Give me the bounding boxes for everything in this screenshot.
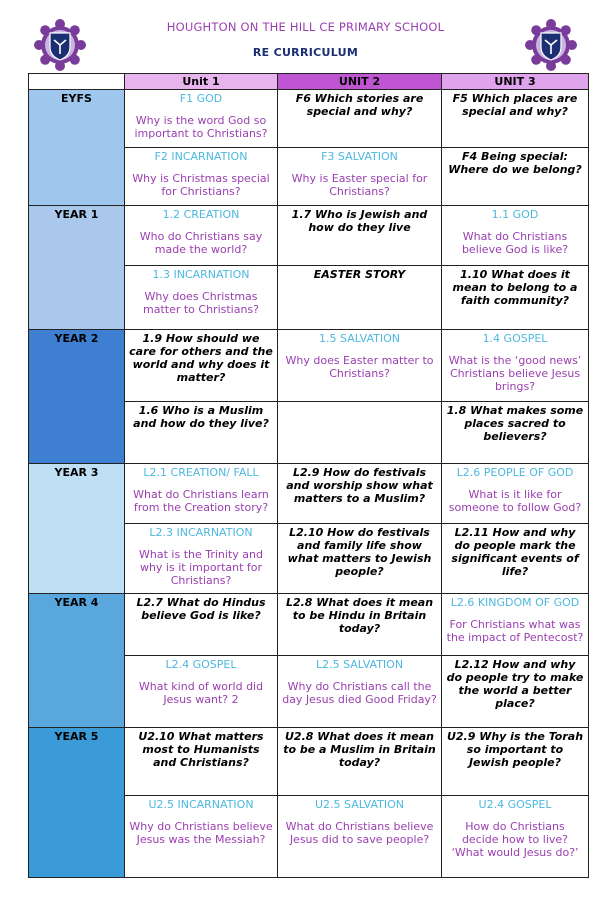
- unit-cell: [278, 594, 442, 656]
- header-unit-1: Unit 1: [125, 74, 278, 90]
- unit-question: Who do Christians say made the world?: [139, 230, 263, 256]
- unit-cell: [442, 524, 589, 594]
- unit-cell: [278, 266, 442, 330]
- table-row: [29, 594, 589, 656]
- unit-question: What is it like for someone to follow God?: [448, 488, 582, 514]
- unit-topic: L2.1 CREATION/ FALL: [143, 466, 259, 479]
- unit-topic: 1.1 GOD: [491, 208, 539, 221]
- year-label: YEAR 3: [29, 464, 125, 594]
- page-header: [0, 0, 611, 75]
- unit-cell: [125, 796, 278, 878]
- unit-question: What kind of world did Jesus want? 2: [138, 680, 264, 706]
- unit-topic: 1.4 GOSPEL: [482, 332, 548, 345]
- unit-cell: [125, 524, 278, 594]
- unit-cell: [442, 728, 589, 796]
- unit-enquiry: 1.7 Who is Jewish and how do they live: [291, 208, 428, 234]
- unit-cell: [125, 594, 278, 656]
- unit-topic: L2.6 PEOPLE OF GOD: [456, 466, 574, 479]
- year-label: YEAR 2: [29, 330, 125, 464]
- unit-enquiry: U2.10 What matters most to Humanists and Christians?: [138, 730, 264, 769]
- header-unit-3: UNIT 3: [442, 74, 589, 90]
- unit-topic: 1.5 SALVATION: [319, 332, 400, 345]
- table-header-row: [29, 74, 589, 90]
- unit-enquiry: F4 Being special: Where do we belong?: [448, 150, 582, 176]
- table-row: [29, 330, 589, 402]
- unit-cell: [125, 330, 278, 402]
- unit-question: What do Christians believe God is like?: [461, 230, 569, 256]
- unit-topic: U2.5 INCARNATION: [148, 798, 254, 811]
- year-label: EYFS: [29, 90, 125, 206]
- unit-enquiry: U2.8 What does it mean to be a Muslim in Britain today?: [283, 730, 436, 769]
- unit-cell: [278, 402, 442, 464]
- unit-question: Why does Christmas matter to Christians?: [142, 290, 260, 316]
- unit-topic: 1.3 INCARNATION: [152, 268, 250, 281]
- unit-cell: [442, 330, 589, 402]
- unit-enquiry: L2.7 What do Hindus believe God is like?: [136, 596, 266, 622]
- unit-cell: [442, 206, 589, 266]
- unit-question: Why is Christmas special for Christians?: [132, 172, 270, 198]
- year-label: YEAR 5: [29, 728, 125, 878]
- unit-cell: [442, 402, 589, 464]
- unit-question: What is the ‘good news’ Christians believe Jesus brings?: [448, 354, 582, 393]
- unit-enquiry: F6 Which stories are special and why?: [295, 92, 424, 118]
- unit-question: How do Christians decide how to live? ‘What would Jesus do?’: [451, 820, 579, 859]
- unit-enquiry: U2.9 Why is the Torah so important to Jewish people?: [446, 730, 584, 769]
- unit-enquiry: L2.11 How and why do people mark the significant events of life?: [451, 526, 579, 578]
- unit-cell: [125, 90, 278, 148]
- curriculum-table: [28, 73, 589, 878]
- unit-enquiry: L2.10 How do festivals and family life show what matters to Jewish people?: [287, 526, 432, 578]
- table-row: [29, 728, 589, 796]
- unit-cell: [278, 656, 442, 728]
- unit-cell: [125, 148, 278, 206]
- unit-question: What do Christians learn from the Creation story?: [133, 488, 269, 514]
- unit-topic: F2 INCARNATION: [154, 150, 248, 163]
- unit-cell: [442, 148, 589, 206]
- unit-topic: F1 GOD: [179, 92, 223, 105]
- unit-cell: [442, 796, 589, 878]
- header-unit-2: UNIT 2: [278, 74, 442, 90]
- unit-cell: [125, 402, 278, 464]
- table-row: [29, 206, 589, 266]
- school-name: HOUGHTON ON THE HILL CE PRIMARY SCHOOL: [166, 20, 445, 34]
- unit-cell: [125, 266, 278, 330]
- unit-cell: [125, 464, 278, 524]
- unit-question: For Christians what was the impact of Pentecost?: [446, 618, 584, 644]
- unit-question: Why do Christians believe Jesus was the Messiah?: [129, 820, 273, 846]
- unit-enquiry: L2.8 What does it mean to be Hindu in Britain today?: [285, 596, 434, 635]
- document-title: RE CURRICULUM: [252, 46, 359, 59]
- unit-topic: 1.2 CREATION: [162, 208, 240, 221]
- unit-cell: [278, 148, 442, 206]
- unit-cell: [278, 90, 442, 148]
- header-corner: [29, 74, 125, 90]
- unit-topic: U2.5 SALVATION: [314, 798, 404, 811]
- unit-cell: [125, 656, 278, 728]
- unit-enquiry: L2.9 How do festivals and worship show what matters to a Muslim?: [286, 466, 433, 505]
- unit-cell: [442, 464, 589, 524]
- year-label: YEAR 1: [29, 206, 125, 330]
- unit-cell: [442, 656, 589, 728]
- unit-cell: [442, 594, 589, 656]
- unit-enquiry: 1.10 What does it mean to belong to a faith community?: [452, 268, 578, 307]
- unit-question: Why is the word God so important to Christians?: [134, 114, 268, 140]
- unit-cell: [442, 90, 589, 148]
- unit-enquiry: L2.12 How and why do people try to make the world a better place?: [446, 658, 584, 710]
- unit-enquiry: 1.6 Who is a Muslim and how do they live?: [133, 404, 269, 430]
- unit-question: Why does Easter matter to Christians?: [285, 354, 434, 380]
- table-row: [29, 90, 589, 148]
- unit-cell: [278, 206, 442, 266]
- school-crest-icon: [524, 18, 578, 72]
- unit-topic: L2.4 GOSPEL: [165, 658, 237, 671]
- unit-cell: [278, 464, 442, 524]
- unit-enquiry: EASTER STORY: [313, 268, 406, 281]
- unit-question: What is the Trinity and why is it important for Christians?: [139, 548, 263, 587]
- unit-cell: [278, 796, 442, 878]
- table-row: [29, 464, 589, 524]
- unit-cell: [442, 266, 589, 330]
- unit-cell: [278, 524, 442, 594]
- unit-enquiry: 1.8 What makes some places sacred to believers?: [446, 404, 584, 443]
- unit-enquiry: F5 Which places are special and why?: [452, 92, 578, 118]
- unit-question: What do Christians believe Jesus did to save people?: [285, 820, 434, 846]
- unit-topic: L2.6 KINGDOM OF GOD: [450, 596, 580, 609]
- unit-question: Why do Christians call the day Jesus died Good Friday?: [282, 680, 437, 706]
- unit-topic: L2.3 INCARNATION: [149, 526, 253, 539]
- unit-topic: L2.5 SALVATION: [315, 658, 404, 671]
- unit-topic: U2.4 GOSPEL: [478, 798, 552, 811]
- unit-enquiry: 1.9 How should we care for others and the world and why does it matter?: [129, 332, 273, 384]
- unit-cell: [278, 728, 442, 796]
- unit-topic: F3 SALVATION: [321, 150, 398, 163]
- unit-cell: [278, 330, 442, 402]
- unit-question: Why is Easter special for Christians?: [291, 172, 428, 198]
- year-label: YEAR 4: [29, 594, 125, 728]
- unit-cell: [125, 206, 278, 266]
- unit-cell: [125, 728, 278, 796]
